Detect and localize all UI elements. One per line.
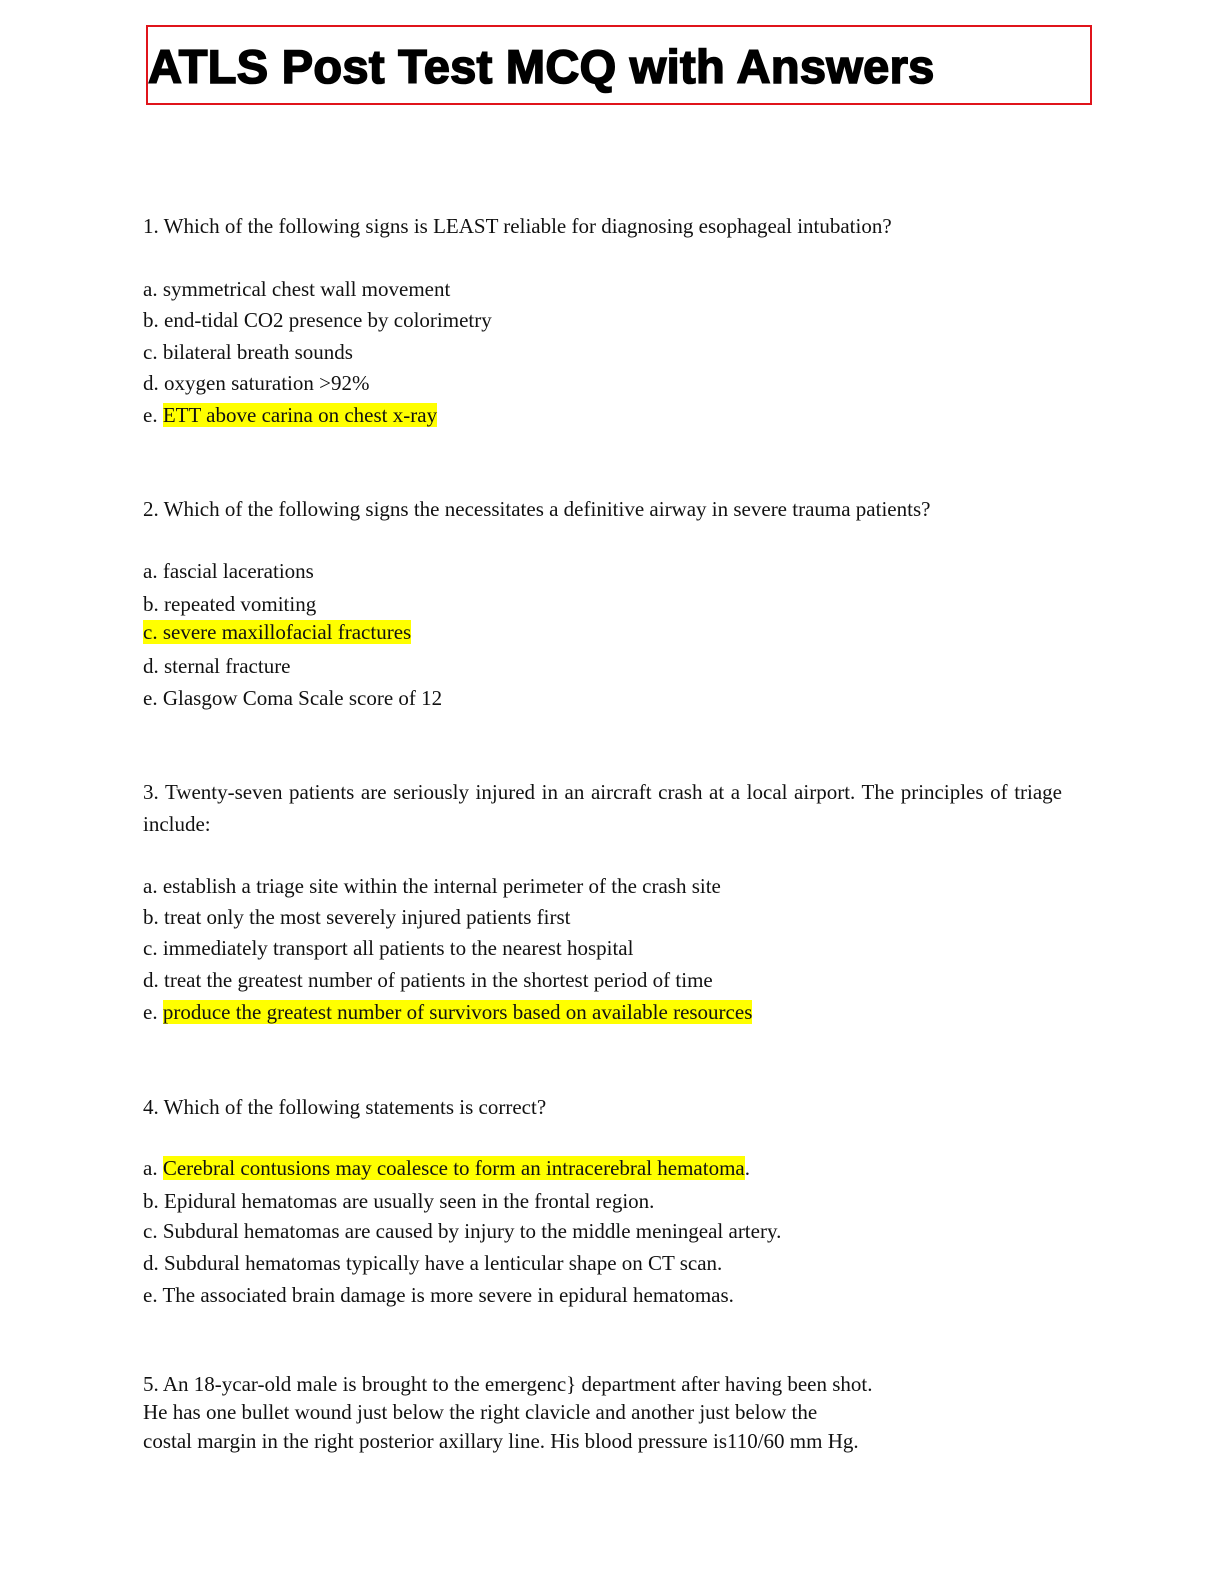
q3-option-c: c. immediately transport all patients to the nearest hospital — [143, 936, 634, 960]
q3-option-a: a. establish a triage site within the internal perimeter of the crash site — [143, 874, 721, 898]
q2-answer-highlight: c. severe maxillofacial fractures — [143, 620, 412, 644]
q3-option-b: b. treat only the most severely injured patients first — [143, 905, 571, 929]
q2-option-e: e. Glasgow Coma Scale score of 12 — [143, 686, 443, 710]
q4-answer-highlight: Cerebral contusions may coalesce to form an intracerebral hematoma — [162, 1156, 745, 1180]
q2-option-b: b. repeated vomiting — [143, 592, 317, 616]
question-5-line-2: He has one bullet wound just below the right clavicle and another just below the — [143, 1400, 818, 1424]
q2-option-c — [143, 619, 411, 645]
q4-option-e: e. The associated brain damage is more severe in epidural hematomas. — [143, 1283, 734, 1307]
question-4: 4. Which of the following statements is correct? — [143, 1095, 547, 1119]
q4-option-b: b. Epidural hematomas are usually seen in the frontal region. — [143, 1189, 655, 1213]
q3-option-e-prefix: e. — [143, 1000, 163, 1024]
q1-option-e — [143, 402, 437, 428]
q4-option-a-prefix: a. — [143, 1156, 163, 1180]
q1-option-d: d. oxygen saturation >92% — [143, 371, 370, 395]
q4-option-c: c. Subdural hematomas are caused by injury to the middle meningeal artery. — [143, 1219, 782, 1243]
question-1: 1. Which of the following signs is LEAST reliable for diagnosing esophageal intubation? — [143, 214, 892, 238]
page-title: ATLS Post Test MCQ with Answers — [148, 40, 935, 93]
q1-option-a: a. symmetrical chest wall movement — [143, 277, 451, 301]
question-3: 3. Twenty-seven patients are seriously injured in an aircraft crash at a local airport. The principles of triage include: — [143, 780, 1062, 836]
q2-option-d: d. sternal fracture — [143, 654, 291, 678]
q4-option-d: d. Subdural hematomas typically have a lenticular shape on CT scan. — [143, 1251, 723, 1275]
q3-answer-highlight: produce the greatest number of survivors based on available resources — [162, 1000, 753, 1024]
q1-option-c: c. bilateral breath sounds — [143, 340, 353, 364]
q4-option-a-suffix: . — [744, 1156, 750, 1180]
q1-option-b: b. end-tidal CO2 presence by colorimetry — [143, 308, 492, 332]
question-5-line-3: costal margin in the right posterior axillary line. His blood pressure is110/60 mm Hg. — [143, 1429, 859, 1453]
q1-answer-highlight: ETT above carina on chest x-ray — [162, 403, 438, 427]
q3-option-d: d. treat the greatest number of patients in the shortest period of time — [143, 968, 713, 992]
question-5-line-1: 5. An 18-ycar-old male is brought to the emergenc} department after having been shot. — [143, 1372, 873, 1396]
q4-option-a — [143, 1155, 750, 1181]
q3-option-e — [143, 999, 752, 1025]
question-2: 2. Which of the following signs the necessitates a definitive airway in severe trauma patients? — [143, 497, 931, 521]
q1-option-e-prefix: e. — [143, 403, 163, 427]
q2-option-a: a. fascial lacerations — [143, 559, 314, 583]
